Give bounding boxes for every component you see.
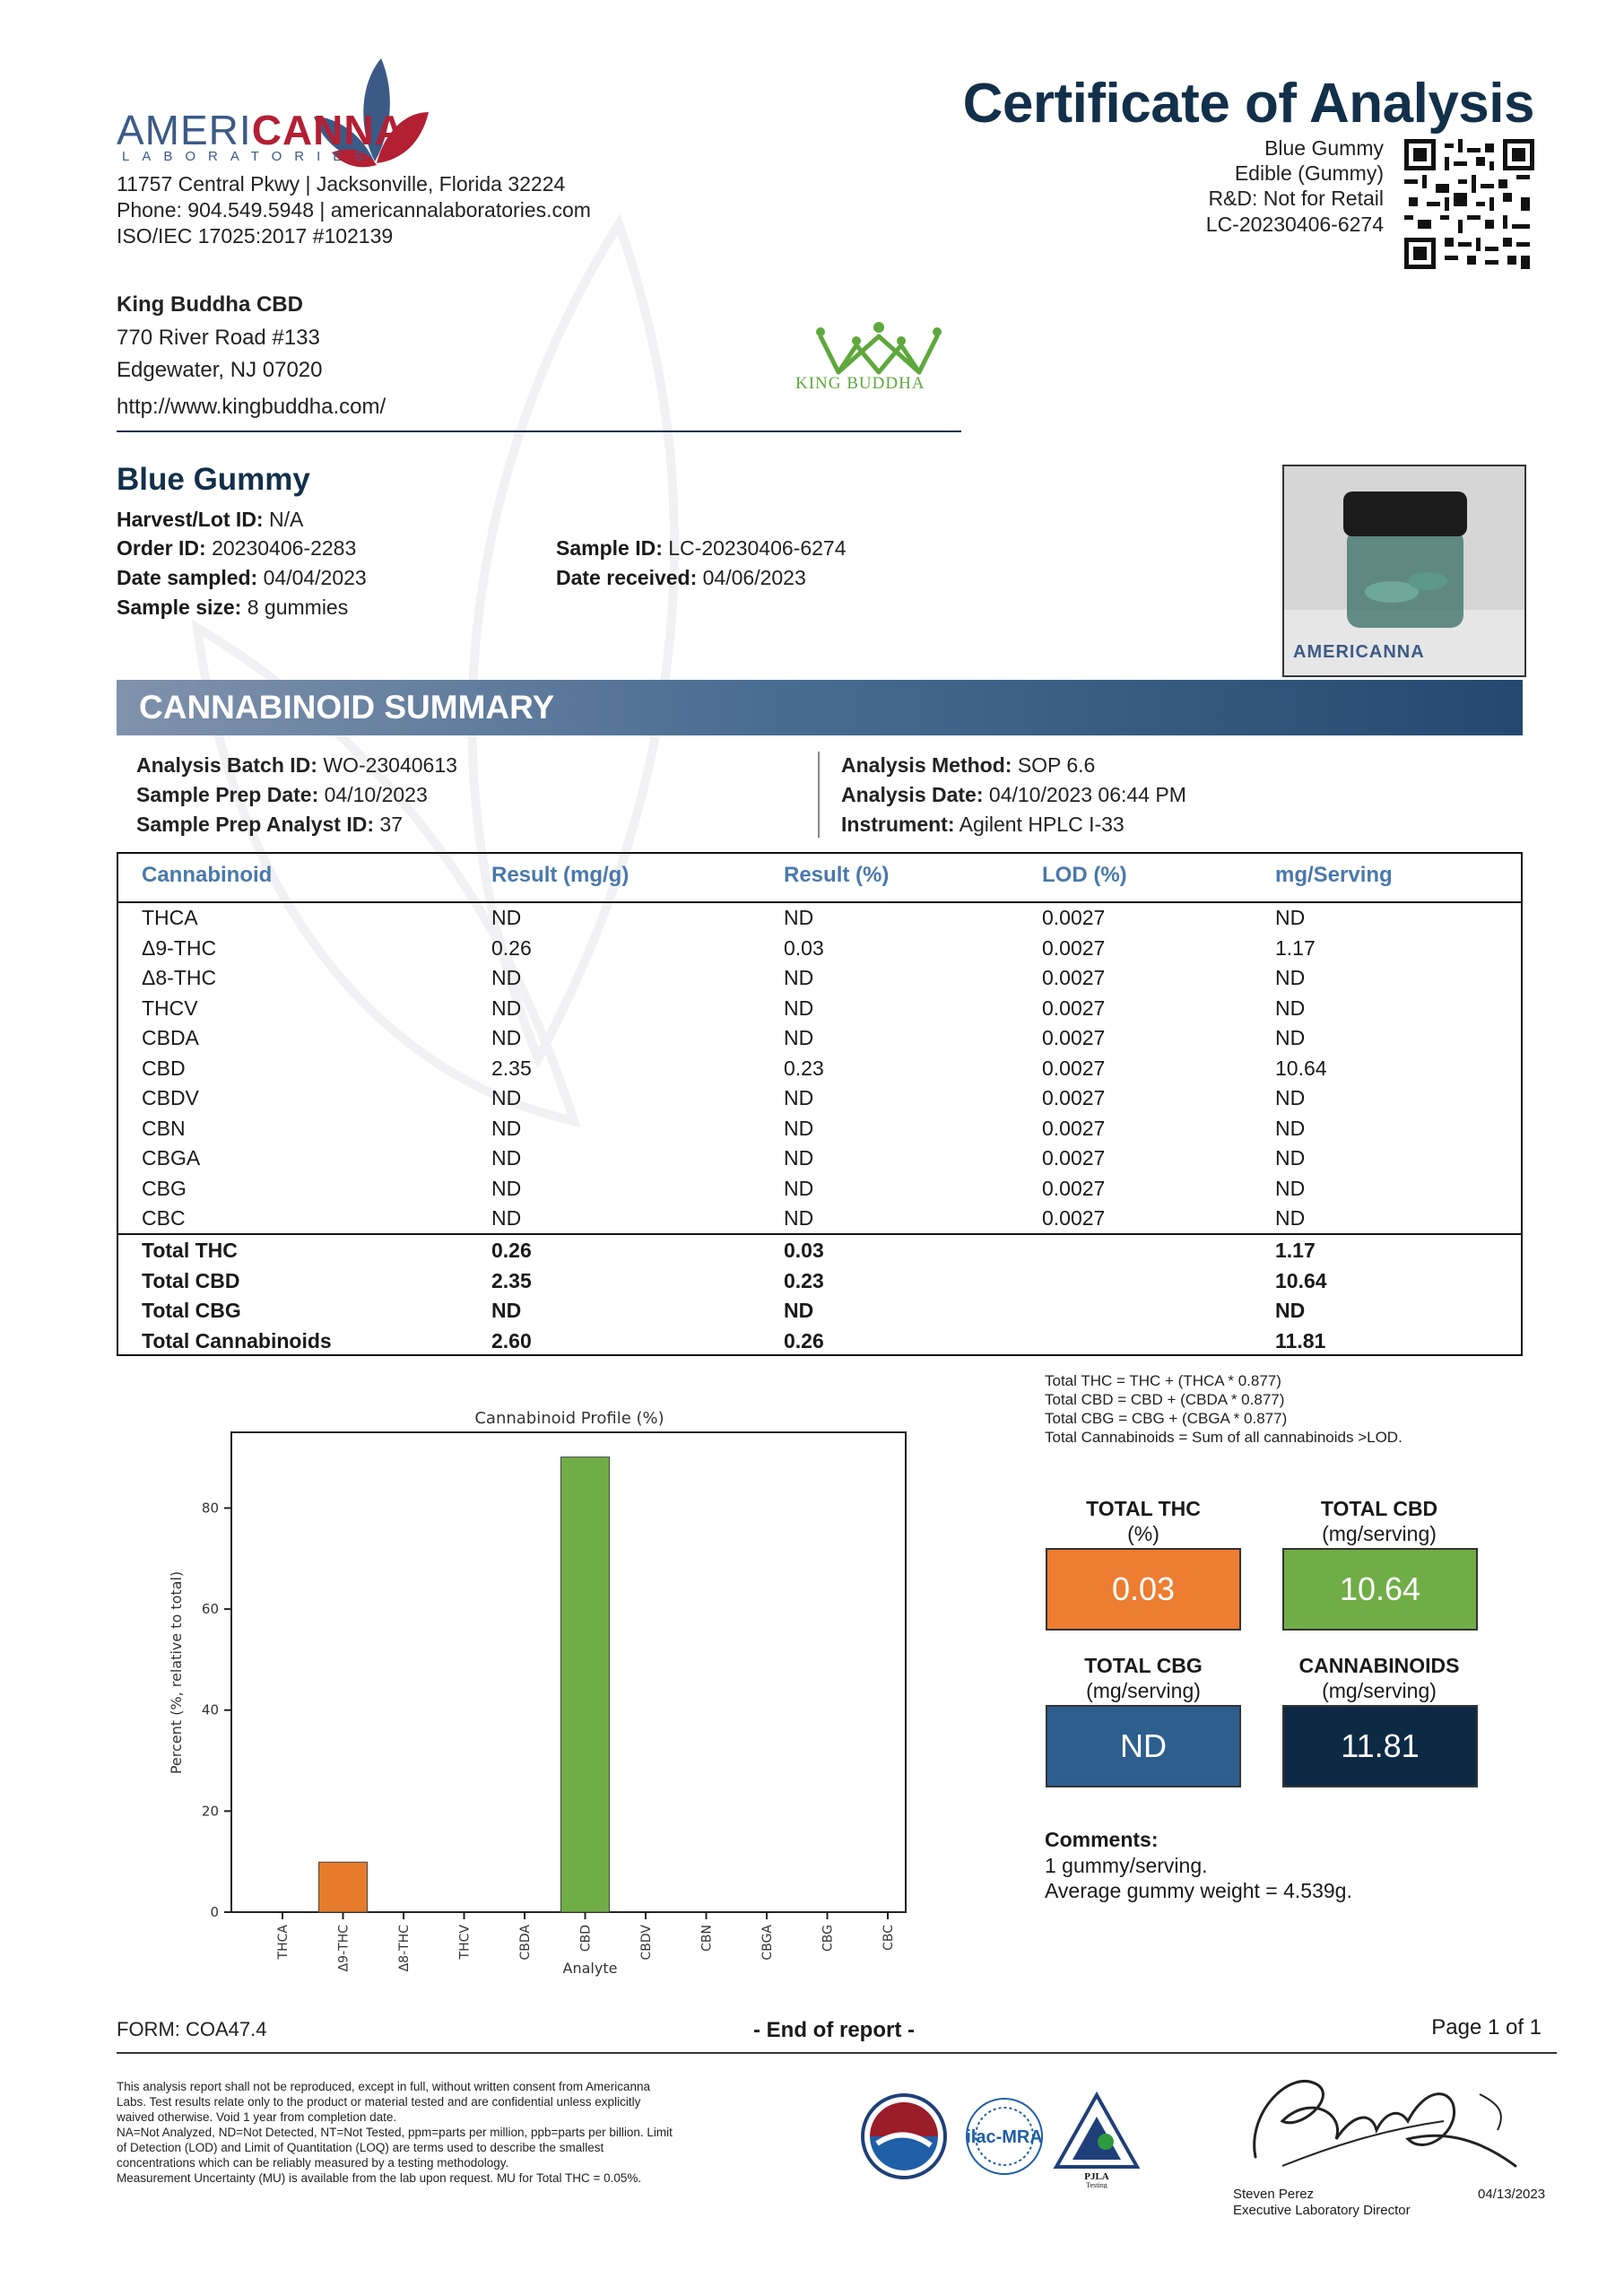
sampled-value: 04/04/2023 (263, 566, 367, 589)
table-total-cell: 0.23 (784, 1268, 824, 1292)
chart-x-tick-label: CBDA (518, 1925, 533, 1961)
box-cbg-label1: TOTAL CBG (1084, 1654, 1203, 1677)
chart-y-tick-label: 20 (201, 1803, 219, 1820)
table-total-cell: 11.81 (1275, 1328, 1326, 1352)
box-thc-label (1045, 1496, 1242, 1546)
lab-logo-wordmark (117, 106, 405, 154)
box-cbg-label2: (mg/serving) (1086, 1679, 1201, 1702)
page-number: Page 1 of 1 (1431, 2015, 1541, 2039)
col-header-mg-serving: mg/Serving (1275, 863, 1393, 887)
table-totals-divider (117, 1233, 1523, 1235)
table-cell: ND (1275, 1176, 1306, 1200)
comments-heading: Comments: (1045, 1828, 1159, 1851)
chart-y-tick-label: 0 (210, 1904, 219, 1920)
sampled-line (117, 566, 367, 590)
box-cbd-label (1281, 1496, 1478, 1546)
table-cell: 0.0027 (1042, 1116, 1106, 1140)
chart-y-axis (202, 1500, 231, 1920)
table-total-cell: ND (1275, 1299, 1306, 1322)
table-total-cell: 1.17 (1275, 1239, 1316, 1262)
analyst-label: Sample Prep Analyst ID: (136, 813, 375, 836)
footer-divider (117, 2052, 1557, 2054)
client-address1: 770 River Road #133 (117, 326, 320, 350)
signer-title: Executive Laboratory Director (1233, 2203, 1411, 2218)
order-value: 20230406-2283 (212, 536, 357, 560)
table-cell: 2.35 (491, 1056, 532, 1080)
table-cell: 10.64 (1275, 1056, 1327, 1080)
table-cell: CBN (142, 1116, 186, 1140)
chart-y-tick-label: 80 (201, 1500, 219, 1517)
box-cbg-value: ND (1046, 1705, 1241, 1787)
box-total-label (1281, 1653, 1478, 1703)
table-total-cell: 2.60 (491, 1328, 532, 1352)
instrument-value: Agilent HPLC I-33 (959, 813, 1125, 836)
comment-line2: Average gummy weight = 4.539g. (1045, 1879, 1352, 1902)
client-website[interactable]: http://www.kingbuddha.com/ (117, 395, 386, 419)
table-total-cell: 0.26 (491, 1239, 532, 1262)
table-cell: ND (1275, 1206, 1306, 1230)
chart-x-tick-label: CBGA (760, 1925, 775, 1961)
disclaimer-line: NA=Not Analyzed, ND=Not Detected, NT=Not Tested, ppm=parts per million, ppb=parts per billion. Limit (117, 2126, 673, 2139)
method-value: SOP 6.6 (1017, 753, 1096, 777)
table-cell: CBC (142, 1206, 186, 1230)
chart-x-tick-label: THCA (276, 1925, 291, 1960)
document-title: Certificate of Analysis (962, 73, 1534, 135)
header-type: Edible (Gummy) (1234, 161, 1384, 185)
table-cell: ND (491, 966, 522, 989)
client-divider (117, 430, 961, 432)
adate-value: 04/10/2023 06:44 PM (988, 783, 1186, 806)
box-cbd-label1: TOTAL CBD (1320, 1497, 1438, 1520)
table-cell: ND (784, 906, 814, 929)
table-cell: 0.0027 (1042, 996, 1106, 1020)
table-total-cell: Total CBD (142, 1268, 240, 1292)
table-cell: 0.0027 (1042, 966, 1106, 989)
batch-value: WO-23040613 (323, 753, 457, 777)
adate-line (841, 783, 1186, 807)
table-cell: ND (1275, 996, 1306, 1020)
ilac-mra-label: ilac-MRA (966, 2127, 1043, 2147)
received-line (556, 566, 806, 590)
table-cell: ND (784, 1086, 814, 1109)
pjla-icon (1056, 2095, 1137, 2188)
batch-divider (818, 752, 820, 838)
table-cell: 0.0027 (1042, 1056, 1106, 1080)
table-total-cell: Total Cannabinoids (142, 1328, 332, 1352)
header-status: R&D: Not for Retail (1208, 187, 1384, 210)
table-cell: ND (1275, 1146, 1306, 1170)
table-cell: ND (784, 996, 814, 1020)
lot-value: N/A (268, 508, 304, 531)
order-line (117, 536, 356, 561)
header-product: Blue Gummy (1264, 136, 1384, 160)
table-cell: ND (1275, 1086, 1306, 1109)
batch-line (136, 753, 457, 778)
prep-date-line (136, 783, 428, 807)
table-cell: ND (491, 1116, 522, 1140)
summary-banner-title: CANNABINOID SUMMARY (139, 689, 555, 726)
table-cell: ND (784, 1146, 814, 1170)
chart-x-tick-label: CBDV (639, 1925, 654, 1961)
table-total-cell: ND (491, 1299, 522, 1322)
qr-code[interactable] (1404, 139, 1534, 269)
table-cell: Δ8-THC (142, 966, 217, 989)
size-value: 8 gummies (247, 596, 349, 619)
disclaimer-line: of Detection (LOD) and Limit of Quantitation (LOQ) are terms used to describe the smallest (117, 2141, 604, 2154)
box-total-label1: CANNABINOIDS (1298, 1654, 1460, 1677)
lab-name-part2: CANNA (251, 107, 405, 153)
box-thc-label1: TOTAL THC (1086, 1497, 1201, 1520)
table-cell: ND (784, 966, 814, 989)
pjla-label: PJLA (1084, 2171, 1109, 2182)
adate-label: Analysis Date: (841, 783, 984, 806)
received-label: Date received: (556, 566, 698, 589)
table-cell: ND (491, 906, 522, 929)
chart-y-tick-label: 60 (201, 1601, 219, 1618)
client-address2: Edgewater, NJ 07020 (117, 358, 323, 382)
table-cell: ND (784, 1206, 814, 1230)
table-cell: ND (1275, 906, 1306, 929)
table-cell: CBGA (142, 1146, 201, 1170)
lab-name-part1: AMERI (117, 107, 252, 153)
table-cell: ND (1275, 1026, 1306, 1049)
photo-watermark: AMERICANNA (1293, 642, 1425, 662)
order-label: Order ID: (117, 536, 206, 560)
table-cell: ND (784, 1116, 814, 1140)
box-thc-value: 0.03 (1046, 1548, 1241, 1631)
table-cell: 0.0027 (1042, 1206, 1106, 1230)
lab-contact: Phone: 904.549.5948 | americannalaboratories.com (117, 198, 591, 222)
ilac-mra-icon (966, 2099, 1043, 2174)
king-buddha-logo-text: KING BUDDHA (795, 374, 925, 393)
signature-image (1229, 2058, 1524, 2184)
disclaimer-line: Measurement Uncertainty (MU) is available from the lab upon request. MU for Total THC = 0.05%. (117, 2171, 642, 2185)
table-total-cell: 0.26 (784, 1328, 824, 1352)
formula-total: Total Cannabinoids = Sum of all cannabinoids >LOD. (1045, 1429, 1403, 1446)
formula-cbg: Total CBG = CBG + (CBGA * 0.877) (1045, 1410, 1288, 1427)
table-cell: CBDV (142, 1086, 199, 1109)
sid-line (556, 536, 846, 561)
table-cell: CBDA (142, 1026, 199, 1049)
sid-value: LC-20230406-6274 (668, 536, 847, 560)
table-cell: 0.23 (784, 1056, 824, 1080)
header-sample-id: LC-20230406-6274 (1205, 213, 1384, 236)
signature-date: 04/13/2023 (1478, 2187, 1546, 2202)
lab-address: 11757 Central Pkwy | Jacksonville, Florida 32224 (117, 172, 566, 196)
lot-label: Harvest/Lot ID: (117, 508, 264, 531)
table-header-divider (117, 901, 1523, 903)
table-total-cell: 0.03 (784, 1239, 824, 1262)
table-cell: ND (491, 1176, 522, 1200)
instrument-line (841, 813, 1125, 837)
formula-cbd: Total CBD = CBD + (CBDA * 0.877) (1045, 1391, 1285, 1408)
box-cbd-value: 10.64 (1282, 1548, 1478, 1631)
method-line (841, 753, 1095, 778)
cannabinoid-profile-chart (152, 1404, 960, 1987)
table-cell: Δ9-THC (142, 935, 217, 960)
table-cell: ND (491, 1206, 522, 1230)
col-header-result-pct: Result (%) (784, 863, 890, 887)
col-header-cannabinoid: Cannabinoid (142, 863, 273, 887)
chart-bar (319, 1862, 368, 1912)
table-cell: 0.0027 (1042, 906, 1106, 929)
table-total-cell: 2.35 (491, 1268, 532, 1292)
table-cell: ND (784, 1176, 814, 1200)
disclaimer-line: Labs. Test results relate only to the product or material tested and are confidential unless explicitly (117, 2095, 641, 2109)
table-cell: ND (1275, 1116, 1306, 1140)
box-thc-label2: (%) (1127, 1522, 1159, 1545)
table-cell: CBD (142, 1056, 186, 1080)
pjla-sublabel: Testing (1086, 2181, 1107, 2188)
instrument-label: Instrument: (841, 813, 955, 836)
chart-x-tick-label: CBN (699, 1925, 715, 1952)
chart-x-tick-label: CBG (821, 1925, 836, 1952)
table-cell: ND (491, 996, 522, 1020)
sampled-label: Date sampled: (117, 566, 258, 589)
analyst-value: 37 (379, 813, 403, 836)
sid-label: Sample ID: (556, 536, 663, 560)
disclaimer-line: concentrations which can be reliably measured by a testing methodology. (117, 2156, 509, 2170)
table-cell: ND (784, 1026, 814, 1049)
analyst-line (136, 813, 403, 837)
accreditation-badges (859, 2090, 1146, 2188)
client-name: King Buddha CBD (117, 292, 303, 317)
table-total-cell: Total THC (142, 1239, 238, 1262)
box-total-value: 11.81 (1282, 1705, 1478, 1787)
col-header-result-mg: Result (mg/g) (491, 863, 630, 887)
chart-x-tick-label: Δ8-THC (397, 1925, 412, 1972)
form-number: FORM: COA47.4 (117, 2018, 267, 2040)
chart-bar (561, 1457, 610, 1912)
sample-photo (1282, 465, 1526, 677)
prep-date-value: 04/10/2023 (324, 783, 428, 806)
lab-logo-sub: LABORATORIES (122, 149, 377, 164)
col-header-lod: LOD (%) (1042, 863, 1127, 887)
sample-title: Blue Gummy (117, 462, 310, 497)
chart-x-tick-label: CBD (578, 1925, 594, 1952)
table-cell: CBG (142, 1176, 187, 1200)
table-cell: 0.26 (491, 935, 532, 960)
method-label: Analysis Method: (841, 753, 1012, 777)
disclaimer-line: This analysis report shall not be reproduced, except in full, without written consent from Americanna (117, 2080, 651, 2093)
formula-thc: Total THC = THC + (THCA * 0.877) (1045, 1372, 1281, 1389)
table-cell: 0.0027 (1042, 1176, 1106, 1200)
disclaimer-line: waived otherwise. Void 1 year from completion date. (117, 2110, 397, 2124)
table-total-cell: 10.64 (1275, 1268, 1327, 1292)
table-cell: 0.0027 (1042, 1146, 1106, 1170)
signer-name: Steven Perez (1233, 2187, 1315, 2202)
box-cbd-label2: (mg/serving) (1322, 1522, 1437, 1545)
chart-bars (319, 1457, 610, 1912)
chart-x-tick-label: THCV (457, 1925, 473, 1960)
box-total-label2: (mg/serving) (1322, 1679, 1437, 1702)
table-total-cell: ND (784, 1299, 814, 1322)
end-of-report: - End of report - (753, 2018, 915, 2042)
chart-x-label: Analyte (562, 1960, 618, 1977)
doj-seal-icon (863, 2095, 945, 2178)
chart-x-tick-label: Δ9-THC (336, 1925, 352, 1972)
table-cell: 0.0027 (1042, 935, 1106, 960)
table-cell: ND (491, 1086, 522, 1109)
comment-line1: 1 gummy/serving. (1045, 1854, 1208, 1877)
table-total-cell: Total CBG (142, 1299, 241, 1322)
batch-label: Analysis Batch ID: (136, 753, 317, 777)
table-cell: 0.0027 (1042, 1026, 1106, 1049)
box-cbg-label (1045, 1653, 1242, 1703)
table-cell: ND (491, 1146, 522, 1170)
size-line (117, 596, 348, 620)
table-cell: 0.0027 (1042, 1086, 1106, 1109)
lab-accreditation: ISO/IEC 17025:2017 #102139 (117, 224, 394, 248)
chart-x-tick-label: CBC (881, 1925, 896, 1951)
table-cell: ND (491, 1026, 522, 1049)
prep-date-label: Sample Prep Date: (136, 783, 319, 806)
chart-y-label: Percent (%, relative to total) (168, 1570, 185, 1775)
table-cell: THCV (142, 996, 198, 1020)
table-cell: THCA (142, 906, 198, 929)
table-cell: ND (1275, 966, 1306, 989)
chart-title: Cannabinoid Profile (%) (474, 1409, 664, 1428)
table-cell: 0.03 (784, 935, 824, 960)
lot-line (117, 508, 303, 532)
received-value: 04/06/2023 (702, 566, 806, 589)
size-label: Sample size: (117, 596, 242, 619)
chart-y-tick-label: 40 (201, 1701, 219, 1718)
table-cell: 1.17 (1275, 935, 1316, 960)
